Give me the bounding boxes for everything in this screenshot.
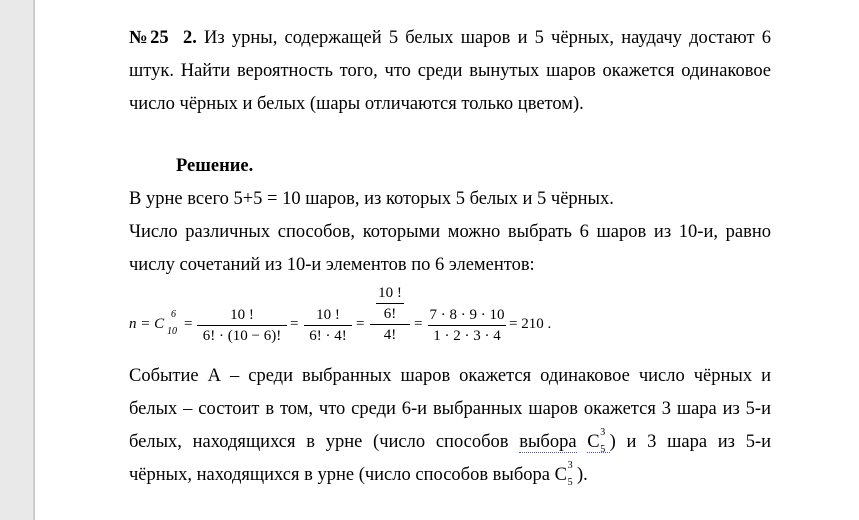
event-paragraph xyxy=(129,360,771,492)
formula-lhs-sub: 10 xyxy=(167,326,177,337)
fraction-4-den: 1 · 2 · 3 · 4 xyxy=(433,328,501,344)
spellcheck-word: выбора xyxy=(519,432,577,452)
combo-c53-b: C 3 5 xyxy=(554,460,573,488)
problem-number: №25 xyxy=(129,28,169,48)
fraction-1-den: 6! · (10 − 6)! xyxy=(202,328,282,344)
fraction-2-den: 6! · 4! xyxy=(309,328,347,344)
eq-4: = xyxy=(414,316,423,332)
problem-line-2: штук. Найти вероятность того, что среди вынутых шаров окажется одинаковое xyxy=(129,61,771,81)
fraction-3-den: 4! xyxy=(383,327,397,343)
page-edge xyxy=(34,0,35,520)
solution-heading: Решение. xyxy=(176,156,254,176)
fraction-1-num: 10 ! xyxy=(230,307,254,323)
problem-index: 2. xyxy=(182,28,197,48)
event-line-3: белых, находящихся в урне (число способов выбора C 3 5 ) и 3 шара из 5-и xyxy=(129,427,772,455)
event-line-1: Событие А – среди выбранных шаров окажется одинаковое число чёрных и xyxy=(129,366,771,386)
problem-line-1: №25 2. Из урны, содержащей 5 белых шаров и 5 чёрных, наудачу достают 6 xyxy=(129,28,772,48)
eq-1: = xyxy=(184,316,193,332)
formula-lhs: n = C xyxy=(129,316,165,332)
fraction-4-num: 7 · 8 · 9 · 10 xyxy=(429,307,505,323)
combination-formula xyxy=(129,282,689,362)
event-line-4: чёрных, находящихся в урне (число способов выбора C 3 5 ). xyxy=(129,460,588,488)
eq-2: = xyxy=(290,316,299,332)
solution-line-2: Число различных способов, которыми можно выбрать 6 шаров из 10-и, равно xyxy=(129,222,771,242)
solution-line-3: числу сочетаний из 10-и элементов по 6 элементов: xyxy=(129,255,535,275)
event-line-2: белых – состоит в том, что среди 6-и выбранных шаров окажется 3 шара из 5-и xyxy=(129,399,771,419)
problem-paragraph xyxy=(129,22,771,121)
solution-line-1: В урне всего 5+5 = 10 шаров, из которых 5 белых и 5 чёрных. xyxy=(129,189,614,209)
fraction-4 xyxy=(428,306,506,345)
eq-3: = xyxy=(356,316,365,332)
fraction-3-num-num: 10 ! xyxy=(378,285,402,301)
fraction-3 xyxy=(370,284,410,344)
fraction-2 xyxy=(304,306,352,345)
formula-lhs-sup: 6 xyxy=(171,309,176,320)
fraction-1 xyxy=(197,306,287,345)
fraction-2-num: 10 ! xyxy=(316,307,340,323)
formula-result: = 210 . xyxy=(509,316,552,332)
combo-c53-a: C 3 5 xyxy=(587,432,609,453)
problem-line-3: число чёрных и белых (шары отличаются только цветом). xyxy=(129,94,584,114)
solution-paragraph xyxy=(129,216,771,282)
fraction-3-num-den: 6! xyxy=(383,306,397,322)
